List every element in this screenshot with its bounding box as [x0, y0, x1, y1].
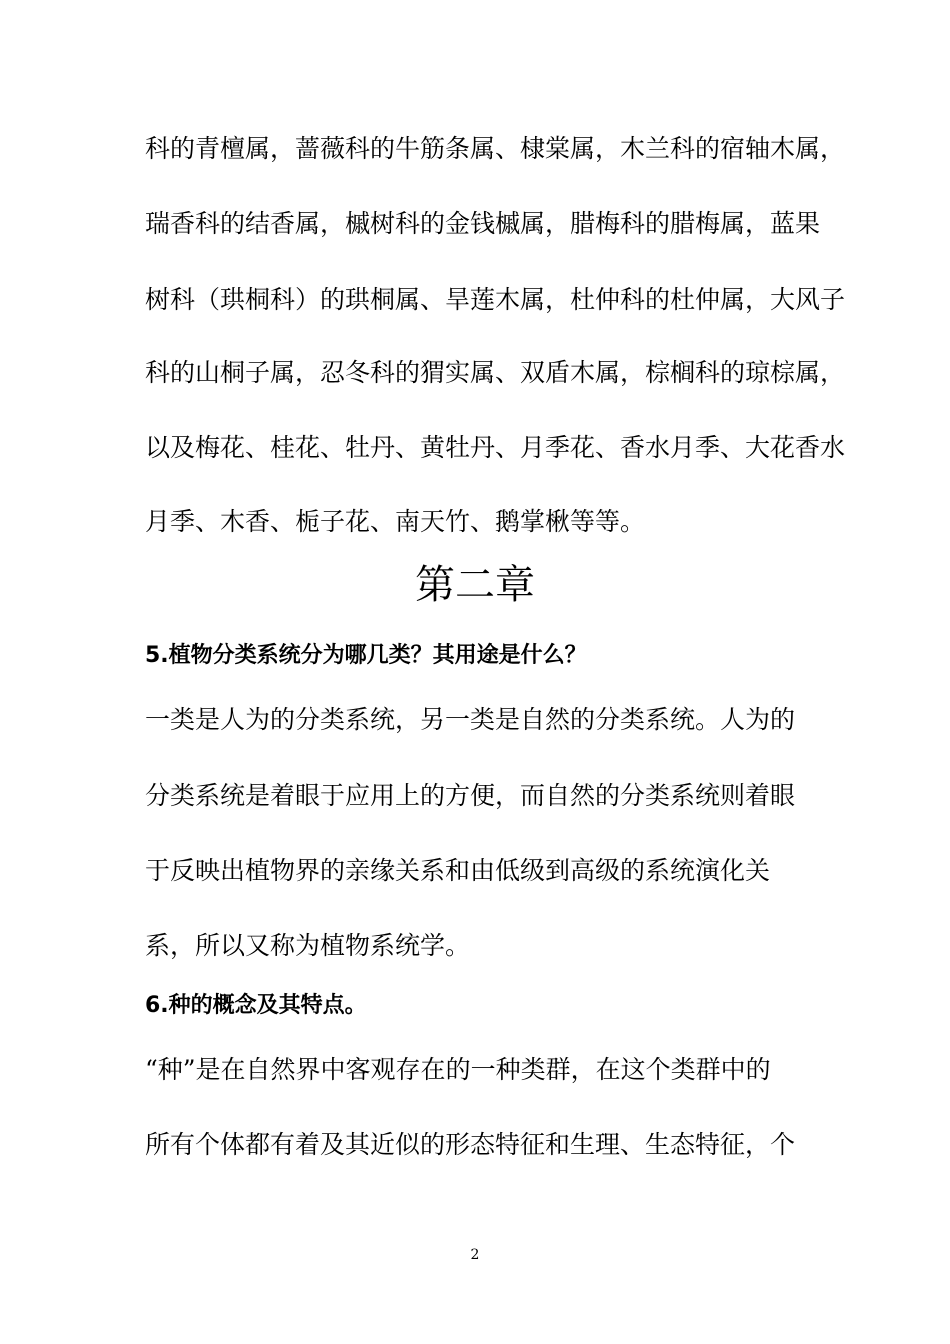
- question-heading-6: 6.种的概念及其特点。: [145, 993, 367, 1018]
- paragraph-line: 以及梅花、桂花、牡丹、黄牡丹、月季花、香水月季、大花香水: [145, 433, 846, 462]
- paragraph-line: 月季、木香、栀子花、南天竹、鹅掌楸等等。: [145, 507, 646, 536]
- page-number: 2: [470, 1247, 480, 1263]
- answer-line: 分类系统是着眼于应用上的方便，而自然的分类系统则着眼: [145, 781, 796, 810]
- answer-line: 所有个体都有着及其近似的形态特征和生理、生态特征，个: [145, 1130, 796, 1159]
- paragraph-line: 瑞香科的结香属，槭树科的金钱槭属，腊梅科的腊梅属，蓝果: [145, 209, 821, 238]
- answer-line: 一类是人为的分类系统，另一类是自然的分类系统。人为的: [145, 705, 796, 734]
- answer-line: 系，所以又称为植物系统学。: [145, 931, 471, 960]
- question-heading-5: 5.植物分类系统分为哪几类？其用途是什么？: [145, 643, 587, 668]
- answer-line: 于反映出植物界的亲缘关系和由低级到高级的系统演化关: [145, 856, 771, 885]
- paragraph-line: 科的青檀属，蔷薇科的牛筋条属、棣棠属，木兰科的宿轴木属，: [145, 134, 846, 163]
- paragraph-line: 树科（珙桐科）的珙桐属、旱莲木属，杜仲科的杜仲属，大风子: [145, 285, 846, 314]
- answer-line: “种”是在自然界中客观存在的一种类群，在这个类群中的: [145, 1055, 771, 1084]
- chapter-title: 第二章: [415, 562, 535, 608]
- paragraph-line: 科的山桐子属，忍冬科的猬实属、双盾木属，棕榈科的琼棕属，: [145, 358, 846, 387]
